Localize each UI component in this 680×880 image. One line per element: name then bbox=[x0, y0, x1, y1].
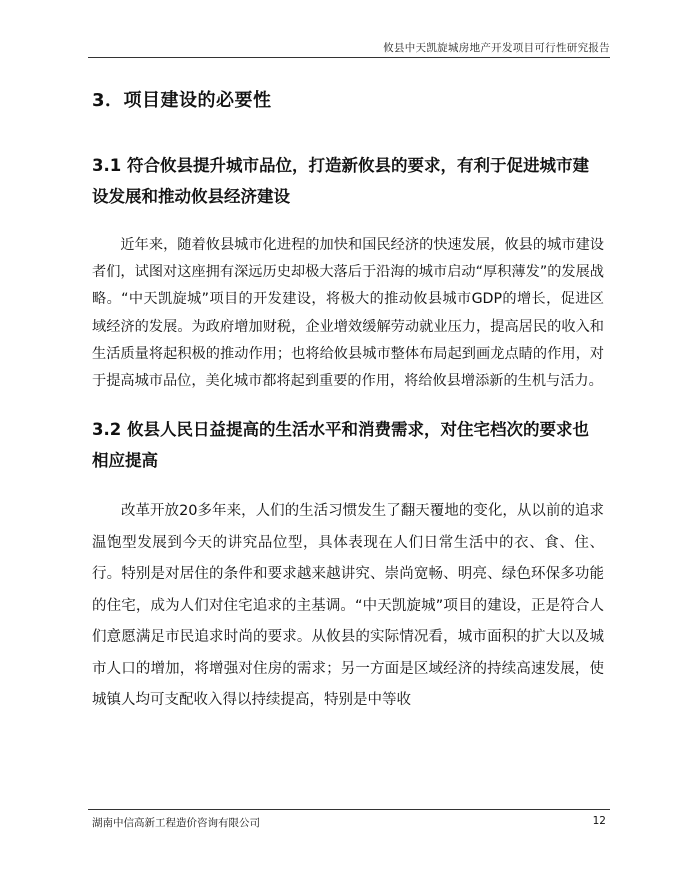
page-number: 12 bbox=[592, 815, 606, 827]
header-divider bbox=[88, 57, 610, 58]
footer-divider bbox=[88, 809, 610, 810]
running-header: 攸县中天凯旋城房地产开发项目可行性研究报告 bbox=[383, 42, 610, 54]
subsection-heading-3-2: 3.2 攸县人民日益提高的生活水平和消费需求，对住宅档次的要求也相应提高 bbox=[92, 420, 589, 471]
paragraph-3-1: 近年来，随着攸县城市化进程的加快和国民经济的快速发展，攸县的城市建设者们，试图对这座拥有深远历史却极大落后于沿海的城市启动“厚积薄发”的发展战略。“中天凯旋城”项目的开发建设，将极大的推动攸县城市GDP的增长，促进区域经济的发展。为政府增加财税，企业增效缓解劳动就业压力，提高居民的收入和生活质量将起积极的推动作用；也将给攸县城市整体布局起到画龙点睛的作用，对于提高城市品位，美化城市都将起到重要的作用，将给攸县增添新的生机与活力。 bbox=[92, 237, 604, 390]
footer-company: 湖南中信高新工程造价咨询有限公司 bbox=[92, 817, 260, 829]
subsection-heading-3-1: 3.1 符合攸县提升城市品位，打造新攸县的要求，有利于促进城市建设发展和推动攸县经济建设 bbox=[92, 156, 589, 206]
section-heading: 3．项目建设的必要性 bbox=[92, 90, 272, 111]
paragraph-3-2: 改革开放20多年来，人们的生活习惯发生了翻天覆地的变化，从以前的追求温饱型发展到今天的讲究品位型，具体表现在人们日常生活中的衣、食、住、行。特别是对居住的条件和要求越来越讲究、崇尚宽畅、明亮、绿色环保多功能的住宅，成为人们对住宅追求的主基调。“中天凯旋城”项目的建设，正是符合人们意愿满足市民追求时尚的要求。从攸县的实际情况看，城市面积的扩大以及城市人口的增加，将增强对住房的需求；另一方面是区域经济的持续高速发展，使城镇人均可支配收入得以持续提高，特别是中等收 bbox=[92, 503, 604, 709]
page-body bbox=[92, 86, 604, 736]
